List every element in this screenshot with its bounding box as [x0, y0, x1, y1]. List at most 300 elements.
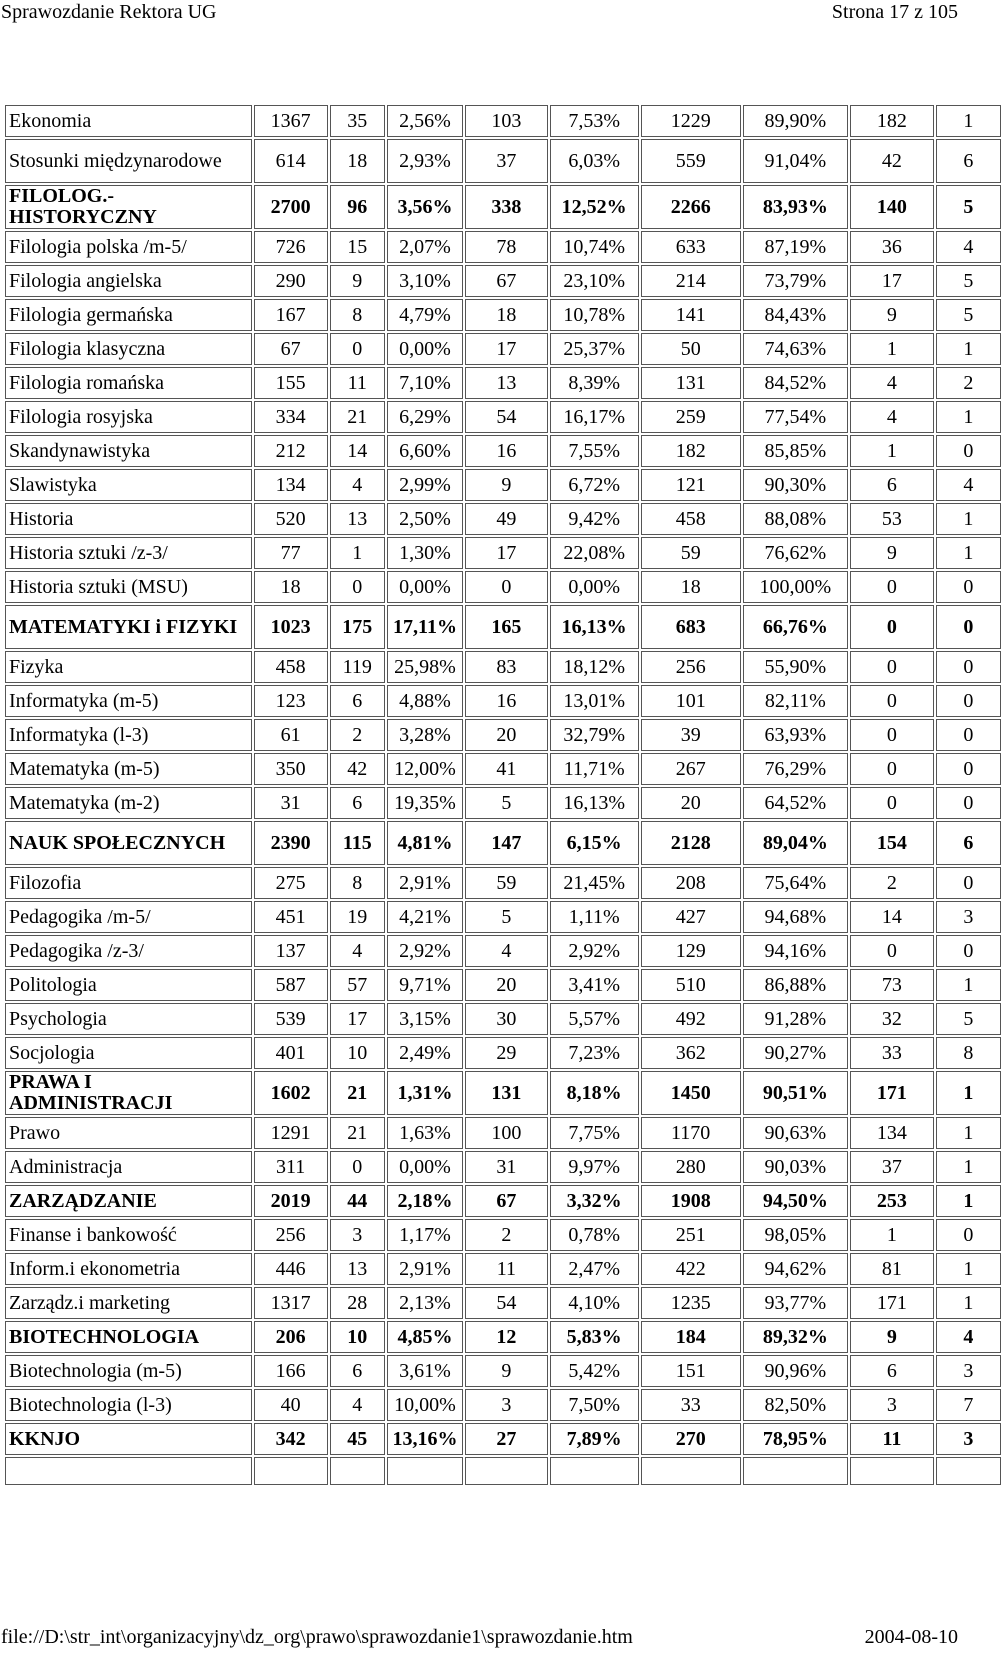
- cell-col-4: 20: [465, 719, 548, 751]
- cell-col-1: 290: [254, 265, 328, 297]
- cell-col-9: 4: [936, 231, 1001, 263]
- row-label: NAUK SPOŁECZNYCH: [5, 821, 252, 865]
- cell-col-9: 0: [936, 435, 1001, 467]
- row-label: Skandynawistyka: [5, 435, 252, 467]
- cell-col-5: 18,12%: [550, 651, 639, 683]
- empty-cell: [465, 1457, 548, 1485]
- cell-col-6: 151: [641, 1355, 741, 1387]
- cell-col-4: 165: [465, 605, 548, 649]
- cell-col-9: 0: [936, 867, 1001, 899]
- cell-col-3: 3,56%: [387, 185, 463, 229]
- cell-col-3: 9,71%: [387, 969, 463, 1001]
- cell-col-4: 3: [465, 1389, 548, 1421]
- cell-col-2: 14: [330, 435, 385, 467]
- table-row: [5, 1389, 1001, 1421]
- cell-col-1: 166: [254, 1355, 328, 1387]
- table-row: [5, 867, 1001, 899]
- empty-cell: [330, 1457, 385, 1485]
- cell-col-7: 63,93%: [743, 719, 848, 751]
- table-row: [5, 231, 1001, 263]
- cell-col-1: 520: [254, 503, 328, 535]
- cell-col-5: 0,00%: [550, 571, 639, 603]
- cell-col-5: 13,01%: [550, 685, 639, 717]
- cell-col-3: 1,17%: [387, 1219, 463, 1251]
- cell-col-3: 4,21%: [387, 901, 463, 933]
- cell-col-7: 87,19%: [743, 231, 848, 263]
- cell-col-1: 67: [254, 333, 328, 365]
- cell-col-2: 8: [330, 299, 385, 331]
- empty-row: [5, 1457, 1001, 1485]
- cell-col-8: 6: [850, 1355, 934, 1387]
- cell-col-1: 451: [254, 901, 328, 933]
- table-row: [5, 935, 1001, 967]
- cell-col-3: 0,00%: [387, 571, 463, 603]
- cell-col-9: 1: [936, 1071, 1001, 1115]
- cell-col-8: 0: [850, 605, 934, 649]
- row-label: Prawo: [5, 1117, 252, 1149]
- cell-col-9: 1: [936, 969, 1001, 1001]
- row-label: Biotechnologia (l-3): [5, 1389, 252, 1421]
- cell-col-4: 54: [465, 1287, 548, 1319]
- cell-col-2: 4: [330, 1389, 385, 1421]
- cell-col-9: 0: [936, 685, 1001, 717]
- cell-col-7: 89,04%: [743, 821, 848, 865]
- cell-col-6: 1450: [641, 1071, 741, 1115]
- cell-col-7: 77,54%: [743, 401, 848, 433]
- cell-col-2: 15: [330, 231, 385, 263]
- cell-col-2: 3: [330, 1219, 385, 1251]
- row-label: Filologia romańska: [5, 367, 252, 399]
- row-label: MATEMATYKI i FIZYKI: [5, 605, 252, 649]
- cell-col-8: 11: [850, 1423, 934, 1455]
- row-label: Historia sztuki /z-3/: [5, 537, 252, 569]
- cell-col-9: 3: [936, 901, 1001, 933]
- cell-col-6: 559: [641, 139, 741, 183]
- cell-col-8: 1: [850, 435, 934, 467]
- page-number: Strona 17 z 105: [831, 1, 958, 23]
- cell-col-2: 17: [330, 1003, 385, 1035]
- cell-col-7: 90,63%: [743, 1117, 848, 1149]
- cell-col-8: 0: [850, 719, 934, 751]
- cell-col-7: 94,16%: [743, 935, 848, 967]
- cell-col-1: 123: [254, 685, 328, 717]
- row-label: Filologia angielska: [5, 265, 252, 297]
- faculty-row: [5, 605, 1001, 649]
- cell-col-6: 267: [641, 753, 741, 785]
- row-label: Filologia rosyjska: [5, 401, 252, 433]
- cell-col-6: 270: [641, 1423, 741, 1455]
- cell-col-3: 2,56%: [387, 105, 463, 137]
- cell-col-5: 22,08%: [550, 537, 639, 569]
- statistics-table: [3, 103, 1003, 1487]
- cell-col-8: 53: [850, 503, 934, 535]
- cell-col-8: 134: [850, 1117, 934, 1149]
- cell-col-8: 37: [850, 1151, 934, 1183]
- cell-col-8: 4: [850, 367, 934, 399]
- cell-col-7: 64,52%: [743, 787, 848, 819]
- cell-col-5: 6,15%: [550, 821, 639, 865]
- table-row: [5, 299, 1001, 331]
- cell-col-3: 1,31%: [387, 1071, 463, 1115]
- cell-col-4: 67: [465, 265, 548, 297]
- cell-col-8: 1: [850, 333, 934, 365]
- cell-col-9: 1: [936, 1253, 1001, 1285]
- cell-col-5: 12,52%: [550, 185, 639, 229]
- row-label: Socjologia: [5, 1037, 252, 1069]
- cell-col-3: 6,29%: [387, 401, 463, 433]
- cell-col-2: 21: [330, 401, 385, 433]
- cell-col-3: 19,35%: [387, 787, 463, 819]
- cell-col-7: 90,96%: [743, 1355, 848, 1387]
- cell-col-4: 37: [465, 139, 548, 183]
- cell-col-9: 0: [936, 935, 1001, 967]
- cell-col-4: 2: [465, 1219, 548, 1251]
- cell-col-3: 0,00%: [387, 1151, 463, 1183]
- cell-col-8: 3: [850, 1389, 934, 1421]
- cell-col-8: 253: [850, 1185, 934, 1217]
- cell-col-4: 27: [465, 1423, 548, 1455]
- cell-col-9: 0: [936, 651, 1001, 683]
- cell-col-6: 50: [641, 333, 741, 365]
- cell-col-1: 40: [254, 1389, 328, 1421]
- cell-col-4: 59: [465, 867, 548, 899]
- cell-col-4: 20: [465, 969, 548, 1001]
- cell-col-1: 2019: [254, 1185, 328, 1217]
- row-label: Administracja: [5, 1151, 252, 1183]
- page-footer: [0, 1626, 960, 1654]
- cell-col-7: 76,62%: [743, 537, 848, 569]
- cell-col-5: 25,37%: [550, 333, 639, 365]
- cell-col-4: 30: [465, 1003, 548, 1035]
- row-label: Stosunki międzynarodowe: [5, 139, 252, 183]
- cell-col-8: 171: [850, 1071, 934, 1115]
- cell-col-9: 0: [936, 719, 1001, 751]
- cell-col-6: 208: [641, 867, 741, 899]
- row-label: Finanse i bankowość: [5, 1219, 252, 1251]
- cell-col-7: 90,27%: [743, 1037, 848, 1069]
- faculty-row: [5, 1423, 1001, 1455]
- cell-col-5: 11,71%: [550, 753, 639, 785]
- cell-col-3: 7,10%: [387, 367, 463, 399]
- cell-col-8: 14: [850, 901, 934, 933]
- cell-col-4: 100: [465, 1117, 548, 1149]
- cell-col-8: 182: [850, 105, 934, 137]
- cell-col-3: 2,91%: [387, 867, 463, 899]
- cell-col-9: 1: [936, 1117, 1001, 1149]
- cell-col-7: 90,03%: [743, 1151, 848, 1183]
- cell-col-1: 726: [254, 231, 328, 263]
- cell-col-1: 1602: [254, 1071, 328, 1115]
- cell-col-5: 7,55%: [550, 435, 639, 467]
- cell-col-9: 5: [936, 265, 1001, 297]
- cell-col-7: 66,76%: [743, 605, 848, 649]
- cell-col-3: 1,63%: [387, 1117, 463, 1149]
- cell-col-7: 78,95%: [743, 1423, 848, 1455]
- cell-col-9: 1: [936, 401, 1001, 433]
- cell-col-8: 81: [850, 1253, 934, 1285]
- table-row: [5, 469, 1001, 501]
- table-row: [5, 1037, 1001, 1069]
- cell-col-7: 94,50%: [743, 1185, 848, 1217]
- cell-col-4: 9: [465, 469, 548, 501]
- cell-col-7: 85,85%: [743, 435, 848, 467]
- table-row: [5, 651, 1001, 683]
- document-title: Sprawozdanie Rektora UG: [1, 1, 217, 23]
- cell-col-5: 6,03%: [550, 139, 639, 183]
- empty-cell: [387, 1457, 463, 1485]
- cell-col-8: 0: [850, 651, 934, 683]
- cell-col-6: 2128: [641, 821, 741, 865]
- cell-col-1: 539: [254, 1003, 328, 1035]
- row-label: Informatyka (l-3): [5, 719, 252, 751]
- cell-col-8: 0: [850, 787, 934, 819]
- cell-col-7: 91,28%: [743, 1003, 848, 1035]
- table-row: [5, 571, 1001, 603]
- cell-col-6: 251: [641, 1219, 741, 1251]
- row-label: BIOTECHNOLOGIA: [5, 1321, 252, 1353]
- cell-col-6: 683: [641, 605, 741, 649]
- cell-col-7: 90,30%: [743, 469, 848, 501]
- table-row: [5, 503, 1001, 535]
- cell-col-2: 42: [330, 753, 385, 785]
- cell-col-6: 214: [641, 265, 741, 297]
- cell-col-9: 0: [936, 753, 1001, 785]
- row-label: Politologia: [5, 969, 252, 1001]
- cell-col-5: 21,45%: [550, 867, 639, 899]
- row-label: Matematyka (m-5): [5, 753, 252, 785]
- table-row: [5, 1253, 1001, 1285]
- cell-col-8: 32: [850, 1003, 934, 1035]
- cell-col-5: 5,57%: [550, 1003, 639, 1035]
- row-label: Ekonomia: [5, 105, 252, 137]
- cell-col-6: 182: [641, 435, 741, 467]
- cell-col-7: 82,50%: [743, 1389, 848, 1421]
- cell-col-6: 39: [641, 719, 741, 751]
- cell-col-2: 44: [330, 1185, 385, 1217]
- cell-col-7: 90,51%: [743, 1071, 848, 1115]
- cell-col-3: 3,28%: [387, 719, 463, 751]
- cell-col-6: 59: [641, 537, 741, 569]
- cell-col-7: 82,11%: [743, 685, 848, 717]
- cell-col-2: 9: [330, 265, 385, 297]
- table-row: [5, 901, 1001, 933]
- cell-col-8: 9: [850, 299, 934, 331]
- cell-col-6: 458: [641, 503, 741, 535]
- row-label: ZARZĄDZANIE: [5, 1185, 252, 1217]
- cell-col-3: 4,79%: [387, 299, 463, 331]
- cell-col-1: 134: [254, 469, 328, 501]
- cell-col-7: 75,64%: [743, 867, 848, 899]
- cell-col-9: 6: [936, 821, 1001, 865]
- cell-col-9: 1: [936, 503, 1001, 535]
- cell-col-7: 94,62%: [743, 1253, 848, 1285]
- cell-col-4: 147: [465, 821, 548, 865]
- cell-col-2: 96: [330, 185, 385, 229]
- cell-col-7: 88,08%: [743, 503, 848, 535]
- cell-col-2: 13: [330, 1253, 385, 1285]
- cell-col-3: 3,10%: [387, 265, 463, 297]
- cell-col-8: 17: [850, 265, 934, 297]
- row-label: Filozofia: [5, 867, 252, 899]
- row-label: Fizyka: [5, 651, 252, 683]
- table-row: [5, 753, 1001, 785]
- cell-col-8: 9: [850, 537, 934, 569]
- cell-col-9: 1: [936, 105, 1001, 137]
- cell-col-1: 18: [254, 571, 328, 603]
- table-row: [5, 685, 1001, 717]
- cell-col-8: 73: [850, 969, 934, 1001]
- cell-col-3: 10,00%: [387, 1389, 463, 1421]
- cell-col-8: 0: [850, 753, 934, 785]
- cell-col-9: 4: [936, 469, 1001, 501]
- table-row: [5, 139, 1001, 183]
- cell-col-8: 36: [850, 231, 934, 263]
- empty-cell: [254, 1457, 328, 1485]
- cell-col-3: 6,60%: [387, 435, 463, 467]
- cell-col-6: 20: [641, 787, 741, 819]
- table-row: [5, 265, 1001, 297]
- cell-col-3: 2,93%: [387, 139, 463, 183]
- empty-cell: [550, 1457, 639, 1485]
- cell-col-1: 256: [254, 1219, 328, 1251]
- cell-col-5: 7,89%: [550, 1423, 639, 1455]
- cell-col-8: 0: [850, 685, 934, 717]
- cell-col-8: 9: [850, 1321, 934, 1353]
- cell-col-9: 4: [936, 1321, 1001, 1353]
- cell-col-3: 4,85%: [387, 1321, 463, 1353]
- cell-col-1: 350: [254, 753, 328, 785]
- cell-col-1: 446: [254, 1253, 328, 1285]
- cell-col-4: 0: [465, 571, 548, 603]
- cell-col-2: 0: [330, 1151, 385, 1183]
- cell-col-5: 16,17%: [550, 401, 639, 433]
- row-label: Filologia germańska: [5, 299, 252, 331]
- cell-col-5: 10,74%: [550, 231, 639, 263]
- faculty-row: [5, 1185, 1001, 1217]
- cell-col-5: 9,42%: [550, 503, 639, 535]
- table-row: [5, 1003, 1001, 1035]
- table-row: [5, 367, 1001, 399]
- cell-col-1: 1317: [254, 1287, 328, 1319]
- empty-cell: [743, 1457, 848, 1485]
- cell-col-2: 115: [330, 821, 385, 865]
- cell-col-5: 32,79%: [550, 719, 639, 751]
- cell-col-8: 171: [850, 1287, 934, 1319]
- empty-cell: [936, 1457, 1001, 1485]
- cell-col-3: 2,92%: [387, 935, 463, 967]
- cell-col-6: 121: [641, 469, 741, 501]
- row-label: Zarządz.i marketing: [5, 1287, 252, 1319]
- cell-col-2: 6: [330, 1355, 385, 1387]
- cell-col-7: 86,88%: [743, 969, 848, 1001]
- cell-col-7: 100,00%: [743, 571, 848, 603]
- cell-col-5: 7,53%: [550, 105, 639, 137]
- table-row: [5, 1151, 1001, 1183]
- cell-col-4: 54: [465, 401, 548, 433]
- cell-col-5: 10,78%: [550, 299, 639, 331]
- cell-col-3: 25,98%: [387, 651, 463, 683]
- cell-col-4: 103: [465, 105, 548, 137]
- cell-col-6: 101: [641, 685, 741, 717]
- cell-col-6: 1170: [641, 1117, 741, 1149]
- cell-col-4: 18: [465, 299, 548, 331]
- cell-col-4: 131: [465, 1071, 548, 1115]
- cell-col-5: 8,18%: [550, 1071, 639, 1115]
- row-label: Historia sztuki (MSU): [5, 571, 252, 603]
- cell-col-7: 76,29%: [743, 753, 848, 785]
- cell-col-6: 184: [641, 1321, 741, 1353]
- row-label: Filologia polska /m-5/: [5, 231, 252, 263]
- cell-col-1: 1023: [254, 605, 328, 649]
- cell-col-1: 275: [254, 867, 328, 899]
- cell-col-5: 16,13%: [550, 787, 639, 819]
- cell-col-4: 16: [465, 685, 548, 717]
- cell-col-4: 12: [465, 1321, 548, 1353]
- cell-col-5: 3,41%: [550, 969, 639, 1001]
- cell-col-4: 31: [465, 1151, 548, 1183]
- cell-col-5: 8,39%: [550, 367, 639, 399]
- cell-col-1: 2700: [254, 185, 328, 229]
- cell-col-2: 10: [330, 1037, 385, 1069]
- cell-col-9: 8: [936, 1037, 1001, 1069]
- cell-col-7: 89,32%: [743, 1321, 848, 1353]
- cell-col-6: 492: [641, 1003, 741, 1035]
- cell-col-2: 119: [330, 651, 385, 683]
- cell-col-1: 137: [254, 935, 328, 967]
- cell-col-2: 28: [330, 1287, 385, 1319]
- row-label: KKNJO: [5, 1423, 252, 1455]
- cell-col-6: 2266: [641, 185, 741, 229]
- cell-col-6: 1235: [641, 1287, 741, 1319]
- table-row: [5, 435, 1001, 467]
- cell-col-7: 55,90%: [743, 651, 848, 683]
- cell-col-7: 89,90%: [743, 105, 848, 137]
- cell-col-6: 129: [641, 935, 741, 967]
- cell-col-3: 2,18%: [387, 1185, 463, 1217]
- cell-col-5: 2,92%: [550, 935, 639, 967]
- table-container: [3, 103, 974, 1543]
- cell-col-2: 8: [330, 867, 385, 899]
- cell-col-1: 2390: [254, 821, 328, 865]
- cell-col-1: 311: [254, 1151, 328, 1183]
- cell-col-2: 13: [330, 503, 385, 535]
- cell-col-2: 21: [330, 1117, 385, 1149]
- cell-col-5: 5,42%: [550, 1355, 639, 1387]
- row-label: FILOLOG.- HISTORYCZNY: [5, 185, 252, 229]
- cell-col-2: 11: [330, 367, 385, 399]
- cell-col-5: 23,10%: [550, 265, 639, 297]
- cell-col-8: 1: [850, 1219, 934, 1251]
- cell-col-3: 2,91%: [387, 1253, 463, 1285]
- cell-col-3: 2,99%: [387, 469, 463, 501]
- table-row: [5, 537, 1001, 569]
- cell-col-3: 17,11%: [387, 605, 463, 649]
- row-label: Biotechnologia (m-5): [5, 1355, 252, 1387]
- cell-col-6: 280: [641, 1151, 741, 1183]
- cell-col-4: 16: [465, 435, 548, 467]
- cell-col-2: 57: [330, 969, 385, 1001]
- cell-col-3: 2,07%: [387, 231, 463, 263]
- faculty-row: [5, 1321, 1001, 1353]
- cell-col-8: 4: [850, 401, 934, 433]
- cell-col-2: 21: [330, 1071, 385, 1115]
- row-label: Historia: [5, 503, 252, 535]
- cell-col-3: 13,16%: [387, 1423, 463, 1455]
- cell-col-4: 9: [465, 1355, 548, 1387]
- cell-col-3: 4,81%: [387, 821, 463, 865]
- cell-col-2: 0: [330, 571, 385, 603]
- table-row: [5, 719, 1001, 751]
